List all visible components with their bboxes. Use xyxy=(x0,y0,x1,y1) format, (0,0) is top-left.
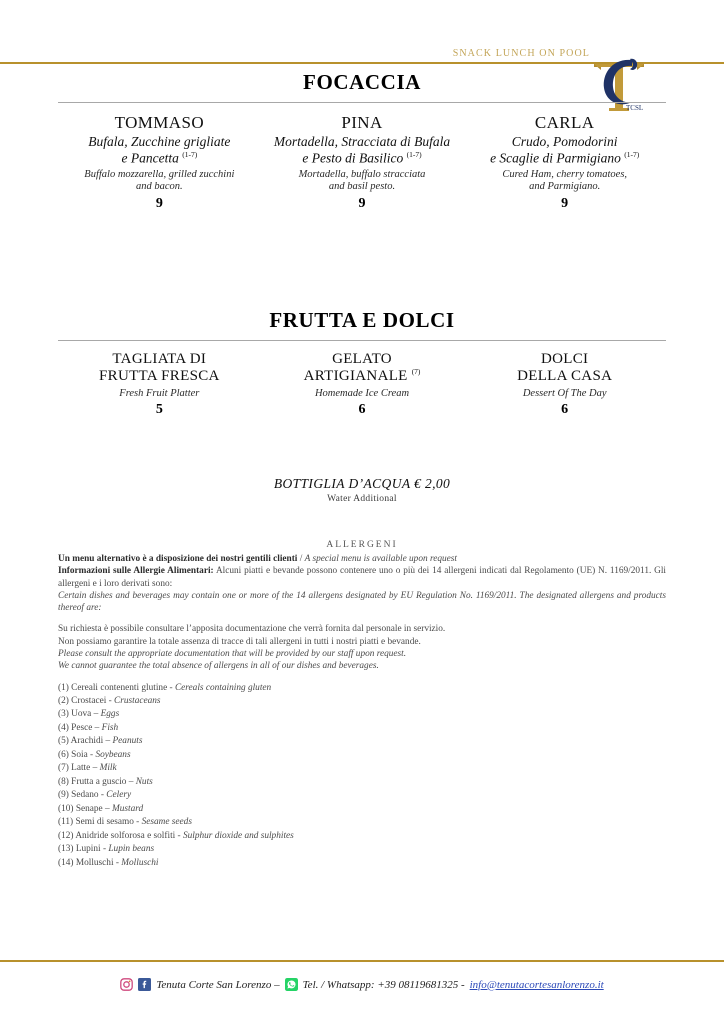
allergens-block xyxy=(58,540,666,870)
allergen-it: Pesce – xyxy=(71,722,102,733)
allergen-en: Crustaceans xyxy=(114,696,161,707)
allergen-number: (6) xyxy=(58,749,69,760)
section-title-focaccia: FOCACCIA xyxy=(303,70,421,94)
item-allergen-codes: (7) xyxy=(411,367,421,377)
allergen-number: (8) xyxy=(58,776,69,787)
list-item xyxy=(58,722,666,735)
instagram-icon[interactable] xyxy=(120,978,133,991)
allergen-en: Nuts xyxy=(135,776,153,787)
allergen-en: Milk xyxy=(99,763,117,774)
allergen-it: Arachidi – xyxy=(70,736,113,747)
menu-item[interactable] xyxy=(58,113,261,212)
item-description-en: Fresh Fruit Platter xyxy=(119,387,200,399)
allergen-number: (11) xyxy=(58,817,74,828)
item-price: 6 xyxy=(561,402,569,418)
allergen-en: Molluschi xyxy=(121,857,159,868)
item-description-en: Dessert Of The Day xyxy=(522,387,607,399)
item-name-line2: FRUTTA FRESCA xyxy=(99,368,220,385)
item-desc-it-line2: e Scaglie di Parmigiano xyxy=(490,150,621,166)
allergen-number: (4) xyxy=(58,722,69,733)
list-item xyxy=(58,830,666,843)
item-allergen-codes: (1-7) xyxy=(624,149,640,159)
list-item xyxy=(58,749,666,762)
allergen-number: (12) xyxy=(58,830,74,841)
list-item xyxy=(58,789,666,802)
item-desc-it-line2: e Pesto di Basilico xyxy=(302,150,404,166)
item-name-line2: ARTIGIANALE xyxy=(303,368,408,385)
alt-menu-en: A special menu is available upon request xyxy=(304,554,457,565)
item-desc-it-line1: Crudo, Pomodorini xyxy=(511,133,618,149)
facebook-icon[interactable] xyxy=(138,978,151,991)
list-item xyxy=(58,803,666,816)
section-divider xyxy=(58,340,666,341)
item-desc-en-line2: and bacon. xyxy=(136,181,183,193)
allergens-title: ALLERGENI xyxy=(326,540,398,551)
footer-phone: Tel. / Whatsapp: +39 08119681325 - xyxy=(302,978,465,991)
allergen-it: Latte – xyxy=(71,763,100,774)
allergen-it: Anidride solforosa e solfiti - xyxy=(75,830,183,841)
section-divider xyxy=(58,102,666,103)
allergens-consult-en-text: Please consult the appropriate documentation that will be provided by our staff upon request. xyxy=(58,649,407,660)
allergen-number: (7) xyxy=(58,763,69,774)
item-name: PINA xyxy=(341,113,383,132)
allergens-guarantee-en xyxy=(58,660,666,672)
footer-contact-row xyxy=(0,978,724,991)
allergen-number: (5) xyxy=(58,736,69,747)
footer-email-link[interactable]: info@tenutacortesanlorenzo.it xyxy=(469,978,604,991)
allergens-consult-en xyxy=(58,648,666,660)
allergen-it: Cereali contenenti glutine - xyxy=(71,682,175,693)
water-note xyxy=(58,476,666,504)
list-item xyxy=(58,695,666,708)
allergens-guarantee-it: Non possiamo garantire la totale assenza di tracce di tali allergeni in tutti i nostri piatti e bevande. xyxy=(58,636,421,647)
item-price: 9 xyxy=(561,195,569,211)
section-focaccia xyxy=(58,70,666,212)
menu-item[interactable] xyxy=(261,351,464,418)
paragraph-spacer xyxy=(58,614,666,623)
item-price: 6 xyxy=(358,402,366,418)
allergen-it: Sedano - xyxy=(71,790,107,801)
svg-text:TCSL: TCSL xyxy=(626,104,644,112)
list-item xyxy=(58,776,666,789)
alt-menu-it: Un menu alternativo è a disposizione dei nostri gentili clienti xyxy=(58,554,298,565)
menu-item[interactable] xyxy=(58,351,261,418)
item-desc-en-line1: Cured Ham, cherry tomatoes, xyxy=(502,168,628,180)
allergen-number: (14) xyxy=(58,857,74,868)
alt-menu-sep: / xyxy=(297,554,305,565)
section-frutta-e-dolci xyxy=(58,308,666,418)
menu-content xyxy=(0,70,724,1024)
allergen-number: (2) xyxy=(58,696,69,707)
water-note-it: BOTTIGLIA D’ACQUA € 2,00 xyxy=(273,476,451,492)
allergen-it: Soia - xyxy=(71,749,96,760)
item-desc-en-line1: Buffalo mozzarella, grilled zucchini xyxy=(84,168,235,180)
section-title-frutta-e-dolci: FRUTTA E DOLCI xyxy=(269,307,455,332)
item-desc-en-line2: and basil pesto. xyxy=(328,181,396,193)
allergen-en: Mustard xyxy=(111,803,144,814)
allergen-en: Eggs xyxy=(100,709,120,720)
allergen-it: Frutta a guscio – xyxy=(71,776,136,787)
allergen-number: (13) xyxy=(58,844,74,855)
item-price: 9 xyxy=(155,195,163,211)
item-name: TOMMASO xyxy=(114,113,205,132)
item-description-en xyxy=(265,169,460,194)
allergen-number: (3) xyxy=(58,709,69,720)
menu-item[interactable] xyxy=(463,113,666,212)
allergen-it: Senape – xyxy=(75,803,112,814)
allergen-number: (1) xyxy=(58,682,69,693)
item-price: 9 xyxy=(358,195,366,211)
list-item xyxy=(58,708,666,721)
allergen-it: Lupini - xyxy=(75,844,109,855)
allergens-info-text: Alcuni piatti e bevande possono contenere uno o più dei 14 allergeni indicati dal Regolamento (UE) N. 1169/2011. Gli allergeni e i loro derivati sono: xyxy=(58,566,666,589)
water-note-en: Water Additional xyxy=(327,494,397,505)
item-description-it xyxy=(62,134,257,167)
list-item xyxy=(58,682,666,695)
list-item xyxy=(58,843,666,856)
item-description-en xyxy=(62,169,257,194)
item-name xyxy=(265,351,460,386)
item-desc-en-line1: Mortadella, buffalo stracciata xyxy=(298,168,426,180)
item-description-it xyxy=(467,134,662,167)
allergen-en: Sulphur dioxide and sulphites xyxy=(182,830,294,841)
item-name: CARLA xyxy=(534,113,595,132)
allergen-it: Molluschi - xyxy=(75,857,122,868)
allergen-en: Soybeans xyxy=(95,749,131,760)
item-name-line1: TAGLIATA DI xyxy=(112,350,207,367)
header-eyebrow: SNACK LUNCH ON POOL xyxy=(452,48,590,59)
allergen-it: Uova – xyxy=(71,709,101,720)
footer-gold-rule xyxy=(0,960,724,962)
allergen-en: Fish xyxy=(101,722,119,733)
allergens-alt-menu-line xyxy=(58,553,666,565)
allergens-list xyxy=(58,682,666,871)
allergens-info-line xyxy=(58,565,666,590)
menu-item[interactable] xyxy=(463,351,666,418)
item-desc-it-line1: Bufala, Zucchine grigliate xyxy=(88,133,231,149)
footer-business-name: Tenuta Corte San Lorenzo – xyxy=(156,978,280,991)
item-description-it xyxy=(265,134,460,167)
page-footer xyxy=(0,952,724,1024)
item-price: 5 xyxy=(155,402,163,418)
dolci-items xyxy=(58,351,666,418)
item-name-line1: DOLCI xyxy=(541,350,589,367)
menu-item[interactable] xyxy=(261,113,464,212)
allergens-guarantee-en-text: We cannot guarantee the total absence of allergens in all of our dishes and beverages. xyxy=(58,661,379,672)
item-allergen-codes: (1-7) xyxy=(406,149,422,159)
allergen-number: (10) xyxy=(58,803,74,814)
item-description-en: Homemade Ice Cream xyxy=(314,387,410,399)
section-spacer xyxy=(58,212,666,308)
allergen-en: Sesame seeds xyxy=(141,817,192,828)
list-item xyxy=(58,857,666,870)
item-allergen-codes: (1-7) xyxy=(182,149,198,159)
allergen-it: Crostacei - xyxy=(71,696,115,707)
list-item xyxy=(58,762,666,775)
allergens-info-line-en xyxy=(58,590,666,615)
allergen-en: Peanuts xyxy=(112,736,143,747)
allergen-en: Celery xyxy=(106,790,132,801)
focaccia-items xyxy=(58,113,666,212)
item-name xyxy=(62,351,257,386)
list-item xyxy=(58,816,666,829)
item-desc-it-line1: Mortadella, Stracciata di Bufala xyxy=(273,133,451,149)
item-description-en xyxy=(467,169,662,194)
item-name-line2: DELLA CASA xyxy=(517,368,613,385)
allergens-consult-it: Su richiesta è possibile consultare l’apposita documentazione che verrà fornita dal personale in servizio. xyxy=(58,624,446,635)
allergens-info-text-en: Certain dishes and beverages may contain one or more of the 14 allergens designated by EU Regulation No. 1169/2011. The designated allergens and products thereof are: xyxy=(58,590,666,614)
allergen-number: (9) xyxy=(58,790,69,801)
allergen-it: Semi di sesamo - xyxy=(75,817,142,828)
item-name xyxy=(467,351,662,386)
item-desc-it-line2: e Pancetta xyxy=(121,150,179,166)
allergens-info-label: Informazioni sulle Allergie Alimentari: xyxy=(58,566,214,577)
allergen-en: Cereals containing gluten xyxy=(174,682,272,693)
item-name-line1: GELATO xyxy=(332,350,392,367)
list-item xyxy=(58,735,666,748)
whatsapp-icon[interactable] xyxy=(285,978,298,991)
item-desc-en-line2: and Parmigiano. xyxy=(529,181,601,193)
allergen-en: Lupin beans xyxy=(108,844,155,855)
